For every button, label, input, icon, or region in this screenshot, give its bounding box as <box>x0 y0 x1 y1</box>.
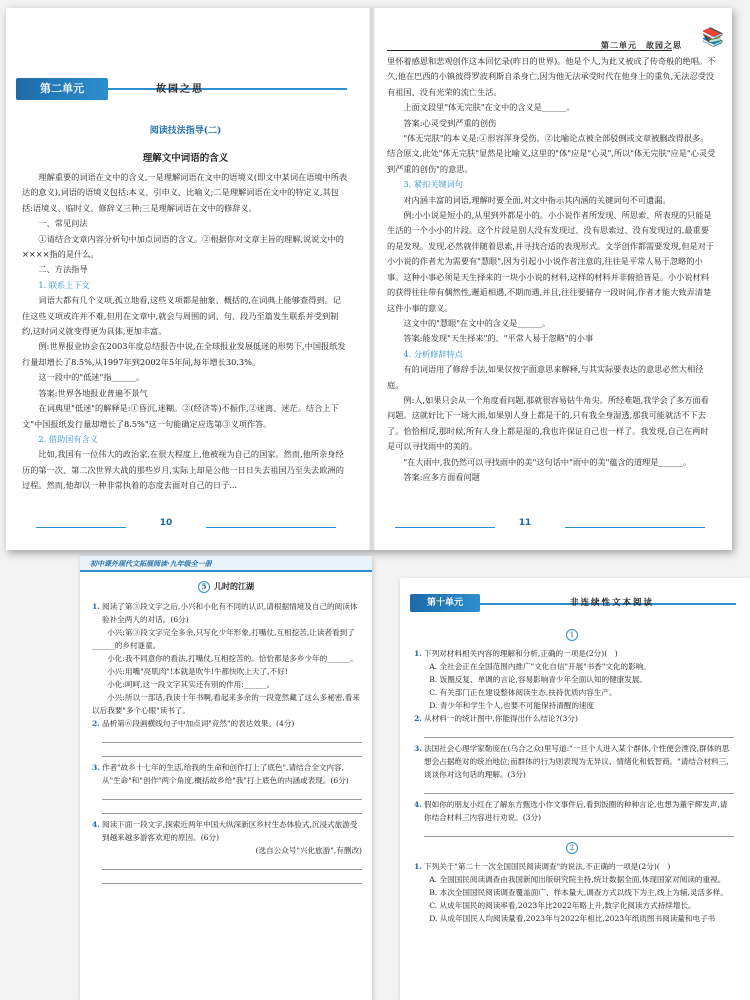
dialogue-line: 小化:我不同意你的看法,打嘴仗,互相挖苦的。恰恰都是多乡少年的______。 <box>107 654 358 663</box>
answer-line[interactable] <box>102 874 362 884</box>
answer-line[interactable] <box>424 827 734 837</box>
answer: 答案:能发现"天生择来"的、"平常人易于忽略"的小事 <box>403 333 594 344</box>
option[interactable]: D. 从成年国民人均阅读量看,2023年与2022年相比,2023年纸质图书阅读量和电子书 <box>429 914 716 923</box>
unit-title: 非连续性文本阅读 <box>570 598 655 608</box>
dialogue-line: 小化:呵呵,这一段文字其实还有别的作用:______。 <box>107 680 275 689</box>
answer-line[interactable] <box>102 733 362 743</box>
books-icon: 📚 <box>701 27 724 48</box>
option[interactable]: B. 饭圈反复、单调的言论,容易影响青少年全面认知的健康发展。 <box>429 675 648 684</box>
question: 3. 作者"故乡十七年的生活,给我的生命和创作打上了底色",请结合全文内容,从"生命"和"创作"两个角度,概括故乡给"我"打上底色的内涵或表现。(6分) <box>92 763 349 785</box>
question: 2. 品析第⑥段画横线句子中加点词"竞然"的表达效果。(4分) <box>92 719 295 728</box>
answer-line[interactable] <box>102 804 362 814</box>
paragraph: "在大雨中,我仍然可以寻找雨中的美"这句话中"雨中的美"蕴含的道理是______。 <box>403 456 692 467</box>
answer-line[interactable] <box>102 860 362 870</box>
question: 1. 下列关于"第二十一次全国国民阅读调查"的说法,不正确的一项是(2分)( ) <box>414 862 671 871</box>
subheading: 1. 联系上下文 <box>38 279 90 290</box>
paragraph: 一、常见问法 <box>38 218 88 229</box>
worksheet-body <box>92 600 362 888</box>
book-spread <box>6 8 732 550</box>
paragraph: 比如,我国有一位伟大的政治家,在很大程度上,他被视为自己的国家。然而,他所亲身经历的第一次、第二次世界大战的那些岁月,实际上却是公他一日日失去祖国乃至失去欧洲的过程。然而,他却以一种非常执着的态度去面对自己的日子... <box>22 449 344 491</box>
answer: 答案:应多方面看问题 <box>403 471 480 482</box>
paragraph: 里怀着感恩和悲观创作这本回忆录(昨日的世界)。他是个人,为此又被成了传奇般的绝唱。不久,他在巴西的小镇彼得罗波利斯自杀身亡,因为他无法承受时代在他身上的重负,无法忍受没有祖国、没有光荣的流亡生活。 <box>387 56 716 97</box>
paragraph: 例:世界报业协会在2003年度总结报告中说,在全球报业发展低迷的形势下,中国报纸发行量却增长了8.5%,从1997年到2002年5年间,每年增长30.3%。 <box>22 341 346 367</box>
option[interactable]: C. 从成年国民的阅读率看,2023年比2022年略上升,数字化阅读方式持续增长。 <box>429 901 696 910</box>
paragraph: ①请结合文章内容分析句中加点词语的含义。②根据你对文章主旨的理解,说说文中的××××指的是什么。 <box>22 233 344 260</box>
section-number: 1 <box>566 629 578 641</box>
unit-rule <box>108 88 347 90</box>
guide-title: 阅读技法指导(二) <box>149 126 222 136</box>
answer-line[interactable] <box>102 790 362 800</box>
unit-tag: 第十单元 <box>410 594 480 612</box>
right-body <box>387 54 716 485</box>
answer: 答案:心灵受到严重的创伤 <box>403 117 497 128</box>
paragraph: 例:人,如果只会从一个角度看问题,那就很容易钻牛角尖。所经难题,我学会了多方面看问题。这就好比下一场大雨,如果别人身上都是干的,只有我全身湿透,那我可能就活不下去了。恰恰相反,那时候,所有人身上都是湿的,我也许保证自己也一样了。我发现,自己在两时是可以寻找雨中的美的。 <box>387 394 709 452</box>
unit-banner <box>6 72 351 104</box>
page-number: 10 <box>159 518 173 528</box>
paragraph: 上面文段里"体无完肤"在文中的含义是______。 <box>403 102 575 113</box>
lesson-number: 5 <box>198 581 210 593</box>
question: 2. 从材料一的统计图中,你能得出什么结论?(3分) <box>414 714 578 723</box>
unit-title: 故园之思 <box>156 84 204 95</box>
paragraph: 有的词语用了修辞手法,如果仅按字面意思来解释,与其实际要表达的意思必然大相径庭。 <box>387 364 704 390</box>
subheading: 4. 分析修辞特点 <box>403 348 463 359</box>
worksheet-page-right <box>400 578 750 1000</box>
paragraph: 在词典里"低迷"的解释是:①昏沉,迷糊。②(经济等)不振作,②迷离、迷茫。结合上下文"中国报纸发行量却增长了8.5%"这一句能确定应选第③义项作答。 <box>22 403 339 429</box>
section-title: 理解文中词语的含义 <box>142 153 229 164</box>
section-number: 2 <box>566 842 578 854</box>
paragraph: 这一段中的"低迷"指______。 <box>38 372 145 383</box>
answer-line[interactable] <box>424 784 734 794</box>
paragraph: 对内涵丰富的词语,理解时要全面,对文中指示其内涵的关键词句不可遗漏。 <box>403 194 671 205</box>
lesson-name: 儿时的江湖 <box>214 581 254 591</box>
right-page <box>375 8 732 550</box>
subheading: 3. 紧扣关键词句 <box>403 179 463 190</box>
page-rule <box>395 527 495 528</box>
answer-line[interactable] <box>102 747 362 757</box>
left-body <box>22 170 349 494</box>
page-number: 11 <box>518 518 532 528</box>
paragraph: 理解重要的词语在文中的含义,一是理解词语在文中的语境义(即文中某词在语境中所表达的意义),词语的语境义包括:本义、引申义、比喻义;二是理解词语在文中的特定义,其包括:语境义、临时义、修辞义三种;三是理解词语在文中的修辞义。 <box>22 172 348 213</box>
dialogue-line: 小兴:所以一部话,我读十年书啊,看起来多余的一段竟然藏了这么多秘密,看来以后我要"多个心眼"读书了。 <box>92 693 360 715</box>
running-header: 第二单元 故园之思 <box>601 40 682 50</box>
option[interactable]: A. 全国国民阅读调查由我国新闻出版研究院主持,统计数据全面,体现国家对阅读的重视。 <box>429 875 726 884</box>
worksheet-header: 初中课外现代文拓展阅读·九年级全一册 <box>80 556 372 572</box>
left-page <box>6 8 369 550</box>
option[interactable]: C. 有关部门正在建设整体阅读生态,扶持优质内容生产。 <box>429 688 617 697</box>
question: 3. 法国社会心理学家勒庞在(乌合之众)里写道:"一旦个人进入某个群体,个性便会湮没,群体的思想会占据绝对的统治地位;而群体的行为则表现为无异议、情绪化和低智商。"请结合材料三,谈谈你对这句话的理解。(3分) <box>414 744 730 779</box>
worksheet-page-left <box>80 556 372 1000</box>
paragraph: 例:小小说是短小的,从里到外都是小的。小小说作者所发现、所思索、所表现的只能是生活的一个小小的片段。这个片段是别人没有发现过、没有思索过、没有发现过的,最重要的是发现。发现,必然就伴随着思索,并寻找合适的表现形式。文学创作都需要发现,但是对于小小说的作者尤为需要有"慧眼",因为引起小小说作者注意的,往往是平常人易于忽略的小事。这种小事必须是天生择来的一块小小说的材料,这样的材料并非俯拾皆是。小小说材料的获得往往带有偶然性,邂逅相遇,不期而遇,并且,往往要储存一段时间,作者才能大致弄清楚这件小事的意义。 <box>387 210 715 313</box>
subheading: 2. 借助国有含义 <box>38 433 98 444</box>
unit-tag: 第二单元 <box>16 78 108 100</box>
option[interactable]: D. 青少年和学生个人,也要不可能保持清醒的速度 <box>429 701 595 710</box>
question: 1. 阅读了第③段文字之后,小兴和小化有不同的认识,请根据情境及自己的阅读体验补全两人的对话。(6分) <box>92 602 358 624</box>
question: 1. 下列对材料相关内容的理解和分析,正确的一项是(2分)( ) <box>414 649 618 658</box>
question: 4. 假如你的朋友小红在了解东方甄选小作文事件后,看到饭圈的种种言论,也想为董宇辉发声,请你结合材料三内容进行劝说。(3分) <box>414 800 728 822</box>
paragraph: 二、方法指导 <box>38 264 88 275</box>
paragraph: 词语大都有几个义项,孤立地看,这些义项都是抽象、概括的,在词典上能够查得到。记住这些义项或许并不难,但用在文章中,就会与周围的词、句、段乃至篇发生联系并受到制约,这时词义就变得更为具体,更加丰富。 <box>22 295 341 337</box>
dialogue-line: 小兴:用嘴"亮肌肉"!本就是吹牛!牛都快吹上天了,不好! <box>107 667 288 676</box>
dialogue-line: 小兴:第③段文字完全多余,只写化少年形象,打嘴仗,互相挖苦,让读者看到了______的乡村谜童。 <box>92 628 355 650</box>
lesson-title <box>80 580 372 593</box>
page-rule <box>36 527 126 528</box>
answer-line[interactable] <box>424 728 734 738</box>
page-rule <box>206 527 336 528</box>
option[interactable]: B. 本次全国国民阅读调查覆盖面广、样本量大,调查方式以线下为主,线上为辅,灵活多样。 <box>429 888 728 897</box>
page-rule <box>565 527 705 528</box>
answer: 答案:世界各地报业普遍不景气 <box>38 387 148 398</box>
worksheet-body <box>414 626 734 925</box>
question: 4. 阅读下面一段文字,探索近两年中国大纵深新区乡村生态体验式,沉浸式旅游受到越来越多游客欢迎的原因。(6分) <box>92 820 358 842</box>
option[interactable]: A. 全社会正在全国范围内推广"文化自信"开展"书香"文化的影响。 <box>429 662 651 671</box>
source-note: (选自公众号"兴化旅游",有删改) <box>255 846 362 855</box>
paragraph: "体无完肤"的本义是:①形容浑身受伤。②比喻论点被全部驳倒或文章被删改得很多。结合原文,此处"体无完肤"显然是比喻义,这里的"体"应是"心灵",所以"体无完肤"应是"心灵受到严重的创伤"的意思。 <box>387 133 716 174</box>
paragraph: 这文中的"慧眼"在文中的含义是______。 <box>403 317 551 328</box>
